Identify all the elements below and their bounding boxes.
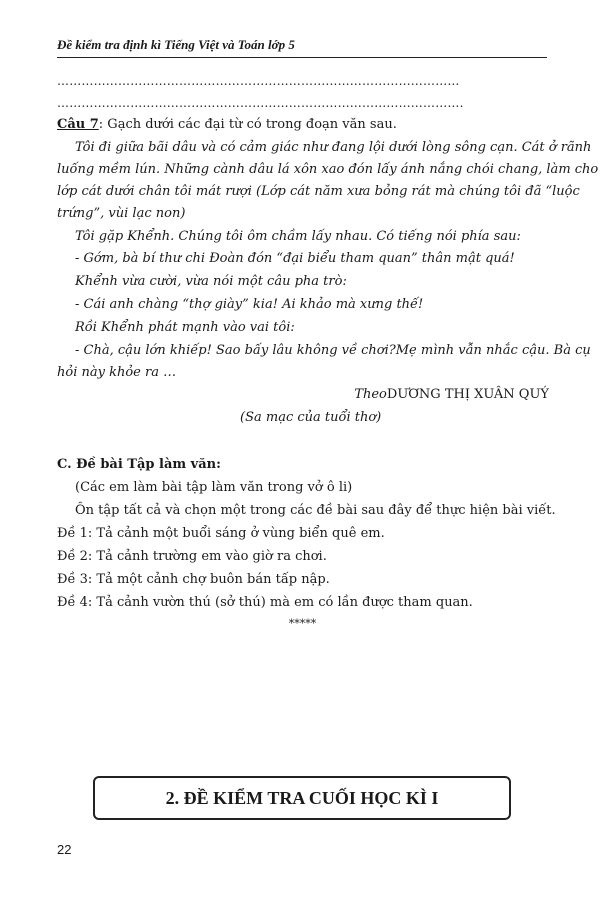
passage-line: lớp cát dưới chân tôi mát rượi (Lớp cát năm xưa bỏng rát mà chúng tôi đã “luộc: [57, 184, 580, 199]
source-author: DƯƠNG THỊ XUÂN QUÝ: [386, 387, 549, 402]
topic-item: Đề 1: Tả cảnh một buổi sáng ở vùng biển quê em.: [57, 526, 385, 541]
section-c-heading: C. Đề bài Tập làm văn:: [57, 457, 221, 472]
section-c-intro: Ôn tập tất cả và chọn một trong các đề bài sau đây để thực hiện bài viết.: [75, 503, 556, 518]
passage-line: Rồi Khểnh phát mạnh vào vai tôi:: [75, 320, 295, 335]
question-7-label: Câu 7: [57, 117, 99, 132]
passage-line: hỏi này khỏe ra …: [57, 365, 177, 380]
source-attribution: [57, 387, 549, 402]
separator-stars: *****: [288, 617, 317, 630]
source-work: (Sa mạc của tuổi thơ): [240, 410, 382, 425]
passage-line: - Cái anh chàng “thợ giày” kia! Ai khảo mà xưng thế!: [75, 297, 424, 312]
source-prefix: Theo: [354, 387, 387, 402]
answer-dot-line-2: ……………………………………………………………………………………….: [57, 96, 464, 110]
passage-line: luống mềm lún. Những cành dâu lá xôn xao đón lấy ánh nắng chói chang, làm cho: [57, 162, 599, 177]
section-c-note: (Các em làm bài tập làm văn trong vở ô li): [75, 480, 353, 495]
topic-item: Đề 3: Tả một cảnh chợ buôn bán tấp nập.: [57, 572, 330, 587]
question-7: [57, 117, 549, 132]
passage-line: Khểnh vừa cười, vừa nói một câu pha trò:: [75, 274, 347, 289]
passage-line: Tôi đi giữa bãi dâu và có cảm giác như đang lội dưới lòng sông cạn. Cát ở rãnh: [75, 140, 592, 155]
passage-line: - Chà, cậu lớn khiếp! Sao bấy lâu không về chơi?Mẹ mình vẫn nhắc cậu. Bà cụ: [75, 343, 591, 358]
section-title: 2. ĐỀ KIỂM TRA CUỐI HỌC KÌ I: [165, 787, 439, 808]
running-header: Đề kiểm tra định kì Tiếng Việt và Toán lớp 5: [57, 37, 547, 58]
passage-line: - Gớm, bà bí thư chi Đoàn đón “đại biểu tham quan” thân mật quá!: [75, 251, 515, 266]
question-7-instruction: : Gạch dưới các đại từ có trong đoạn văn sau.: [98, 117, 397, 132]
section-title-box: [93, 776, 511, 820]
answer-dot-line-1: ………………………………………………………………………………………: [57, 74, 460, 88]
passage-line: trứng”, vùi lạc non): [57, 206, 186, 221]
page-number: 22: [57, 842, 72, 857]
passage-line: Tôi gặp Khểnh. Chúng tôi ôm chầm lấy nhau. Có tiếng nói phía sau:: [75, 229, 521, 244]
topic-item: Đề 2: Tả cảnh trường em vào giờ ra chơi.: [57, 549, 327, 564]
topic-item: Đề 4: Tả cảnh vườn thú (sở thú) mà em có lần được tham quan.: [57, 595, 473, 610]
